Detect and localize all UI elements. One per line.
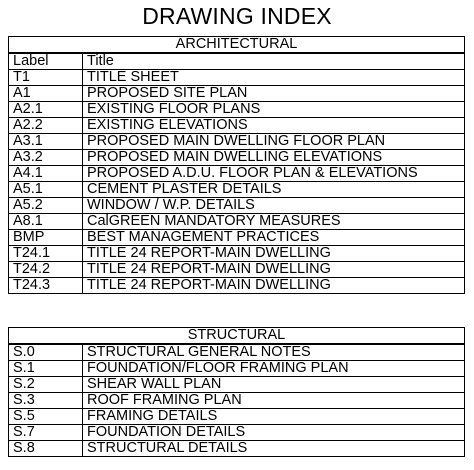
- label-column-header: Label: [9, 53, 83, 70]
- table-row: [9, 425, 465, 441]
- table-row: [9, 134, 465, 150]
- sheet-label: A2.2: [9, 118, 83, 134]
- table-row: [9, 102, 465, 118]
- sheet-title: PROPOSED MAIN DWELLING ELEVATIONS: [83, 150, 465, 166]
- sheet-label: A3.2: [9, 150, 83, 166]
- sheet-title: EXISTING ELEVATIONS: [83, 118, 465, 134]
- sheet-title: TITLE 24 REPORT-MAIN DWELLING: [83, 246, 465, 262]
- sheet-title: FOUNDATION/FLOOR FRAMING PLAN: [83, 361, 465, 377]
- sheet-label: A3.1: [9, 134, 83, 150]
- section-heading-row: [9, 328, 465, 345]
- table-row: [9, 166, 465, 182]
- table-row: [9, 441, 465, 457]
- page-title: DRAWING INDEX: [142, 3, 332, 29]
- architectural-heading: ARCHITECTURAL: [9, 37, 465, 54]
- sheet-label: A2.1: [9, 102, 83, 118]
- sheet-title: SHEAR WALL PLAN: [83, 377, 465, 393]
- table-row: [9, 230, 465, 246]
- structural-table: [8, 327, 465, 457]
- sheet-title: CEMENT PLASTER DETAILS: [83, 182, 465, 198]
- table-row: [9, 262, 465, 278]
- sheet-label: A1: [9, 86, 83, 102]
- table-row: [9, 150, 465, 166]
- sheet-label: A8.1: [9, 214, 83, 230]
- sheet-title: TITLE SHEET: [83, 70, 465, 86]
- sheet-title: PROPOSED A.D.U. FLOOR PLAN & ELEVATIONS: [83, 166, 465, 182]
- sheet-title: PROPOSED SITE PLAN: [83, 86, 465, 102]
- table-row: [9, 409, 465, 425]
- sheet-label: T24.3: [9, 278, 83, 294]
- sheet-label: T1: [9, 70, 83, 86]
- sheet-label: A5.2: [9, 198, 83, 214]
- table-row: [9, 393, 465, 409]
- table-row: [9, 344, 465, 361]
- structural-heading: STRUCTURAL: [9, 328, 465, 345]
- table-row: [9, 118, 465, 134]
- sheet-title: FOUNDATION DETAILS: [83, 425, 465, 441]
- table-row: [9, 361, 465, 377]
- sheet-title: STRUCTURAL DETAILS: [83, 441, 465, 457]
- sheet-label: S.3: [9, 393, 83, 409]
- sheet-title: STRUCTURAL GENERAL NOTES: [83, 344, 465, 361]
- sheet-label: T24.1: [9, 246, 83, 262]
- sheet-title: FRAMING DETAILS: [83, 409, 465, 425]
- sheet-label: A4.1: [9, 166, 83, 182]
- table-row: [9, 214, 465, 230]
- sheet-label: S.2: [9, 377, 83, 393]
- table-row: [9, 246, 465, 262]
- sheet-label: S.0: [9, 344, 83, 361]
- sheet-label: T24.2: [9, 262, 83, 278]
- sheet-title: CalGREEN MANDATORY MEASURES: [83, 214, 465, 230]
- sheet-label: S.7: [9, 425, 83, 441]
- sheet-title: TITLE 24 REPORT-MAIN DWELLING: [83, 262, 465, 278]
- sheet-label: A5.1: [9, 182, 83, 198]
- table-row: [9, 198, 465, 214]
- table-row: [9, 278, 465, 294]
- sheet-title: BEST MANAGEMENT PRACTICES: [83, 230, 465, 246]
- sheet-label: S.1: [9, 361, 83, 377]
- sheet-title: TITLE 24 REPORT-MAIN DWELLING: [83, 278, 465, 294]
- sheet-label: BMP: [9, 230, 83, 246]
- sheet-label: S.8: [9, 441, 83, 457]
- table-row: [9, 86, 465, 102]
- sheet-title: WINDOW / W.P. DETAILS: [83, 198, 465, 214]
- title-column-header: Title: [83, 53, 465, 70]
- architectural-table: [8, 36, 465, 294]
- sheet-title: EXISTING FLOOR PLANS: [83, 102, 465, 118]
- table-row: [9, 70, 465, 86]
- sheet-title: ROOF FRAMING PLAN: [83, 393, 465, 409]
- table-row: [9, 377, 465, 393]
- sheet-label: S.5: [9, 409, 83, 425]
- column-header-row: [9, 53, 465, 70]
- sheet-title: PROPOSED MAIN DWELLING FLOOR PLAN: [83, 134, 465, 150]
- table-row: [9, 182, 465, 198]
- section-heading-row: [9, 37, 465, 54]
